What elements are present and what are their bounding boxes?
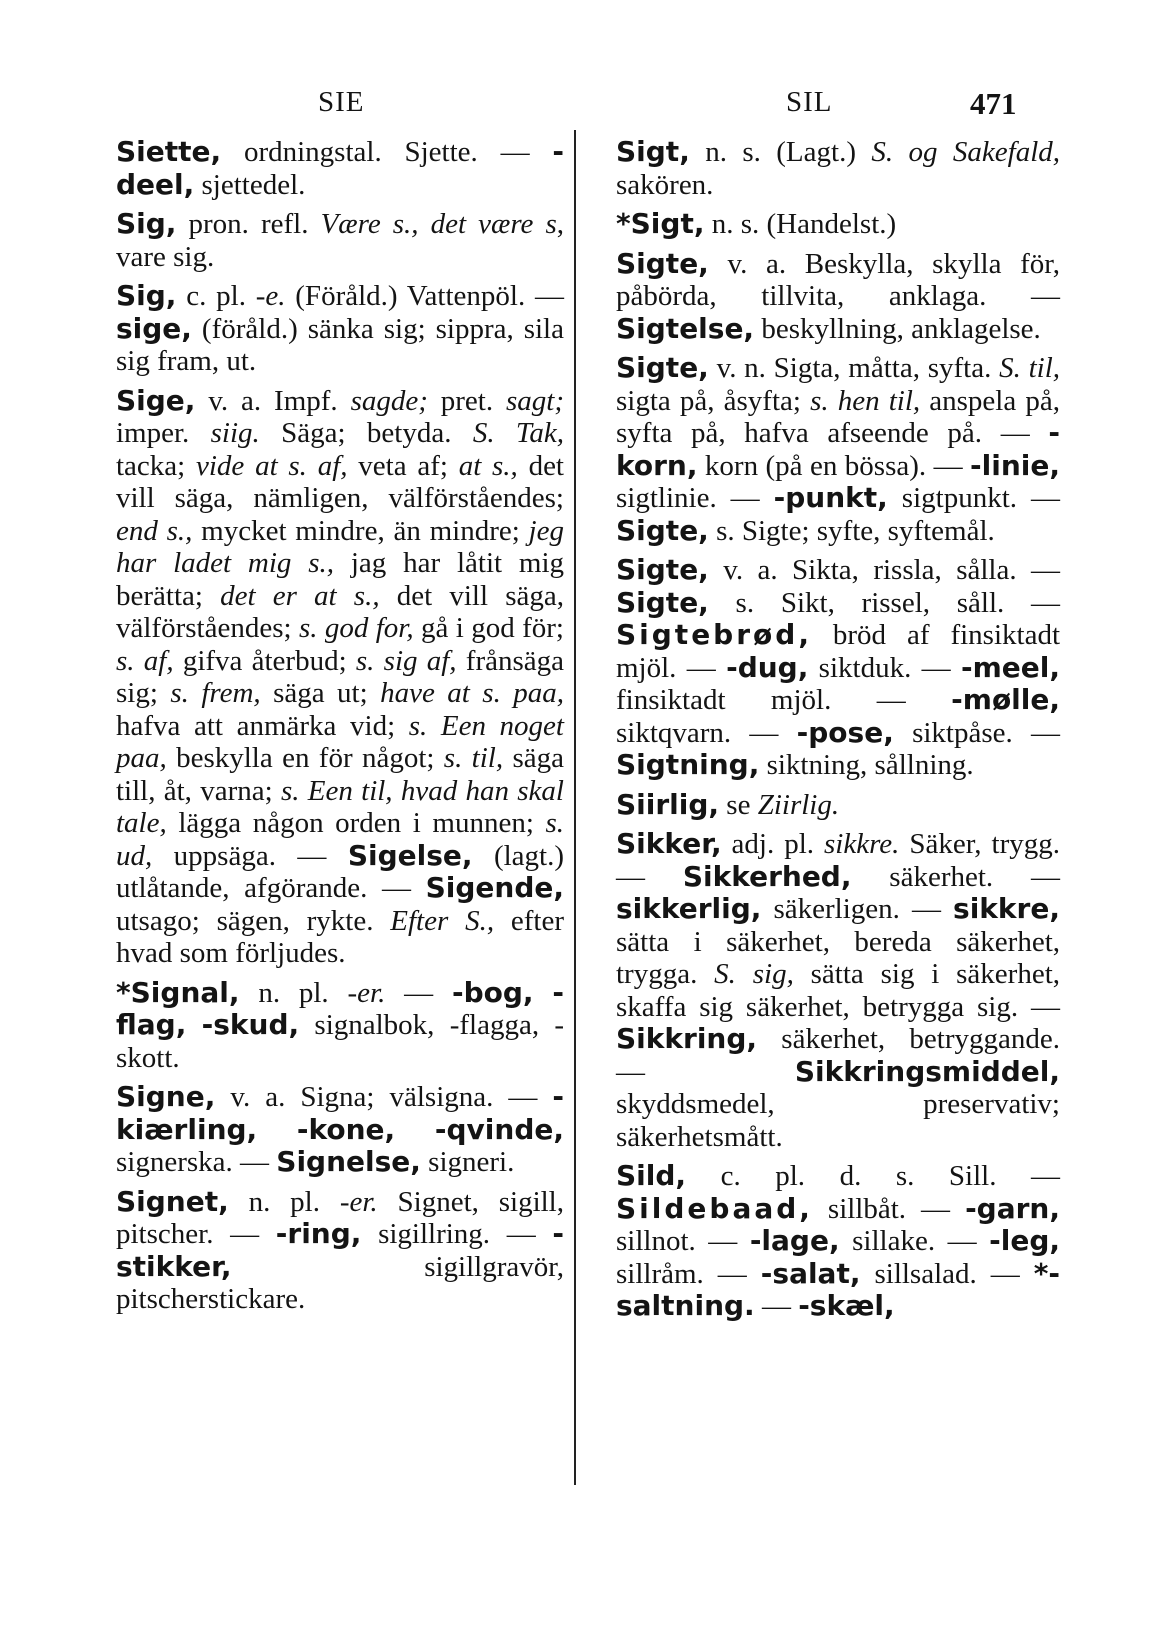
headword: Sigte, [616, 585, 709, 619]
headword: -garn, [965, 1191, 1060, 1225]
headword: -deel, [116, 135, 564, 201]
definition-text: siktqvarn. — [616, 716, 797, 749]
definition-text: gifva återbud; [173, 644, 356, 677]
definition-text: sillråm. — [616, 1257, 761, 1290]
headword: -bog, [451, 975, 534, 1009]
definition-text: sillsalad. — [860, 1257, 1034, 1290]
italic-text: Være s., det være s [320, 208, 557, 240]
italic-text: s. af, [116, 644, 174, 677]
headword: Sikker, [616, 827, 722, 860]
headword: Signet, [116, 1184, 229, 1218]
definition-text: , vare sig. [116, 208, 565, 273]
headword: Sild, [616, 1159, 687, 1192]
headword: Sig, [116, 279, 177, 312]
definition-text: bröd af finsiktadt mjöl. — [616, 619, 1060, 684]
italic-text: have at s. paa, [380, 677, 564, 709]
definition-text: imper. [116, 417, 211, 449]
definition-text: säkerhet. — [851, 860, 1060, 893]
dictionary-entry [594, 208, 1060, 241]
dictionary-entry [94, 136, 564, 201]
headword: Sigt, [616, 135, 690, 168]
definition-text: siktning, sållning. [759, 749, 974, 781]
definition-text: signerska. — [116, 1146, 277, 1178]
definition-text: v. a. Beskylla, skylla för, påbörda, tillvita, anklaga. — [616, 247, 1060, 312]
italic-text: s. Een til, hvad han skal tale, [116, 774, 564, 839]
definition-text: det vill säga, välförståendes; [116, 579, 564, 644]
definition-text: beskyllning, anklagelse. [754, 312, 1041, 345]
left-column [94, 136, 564, 1323]
definition-text: tacka; [116, 449, 196, 482]
headword: Sigende, [425, 871, 564, 904]
definition-text: s. Sikt, rissel, såll. — [708, 586, 1060, 619]
headword: Sigte, [616, 246, 709, 280]
headword: Siirlig, [616, 787, 720, 821]
definition-text: sigillgravör, pitscherstickare. [116, 1250, 564, 1315]
dictionary-entry [94, 1186, 564, 1316]
headword: -korn, [616, 416, 1060, 482]
dictionary-entry [94, 280, 564, 378]
definition-text: signeri. [420, 1146, 515, 1178]
headword: Sigte, [616, 553, 709, 586]
italic-text: sagt; [505, 384, 564, 417]
headword: Sig, [116, 207, 177, 240]
italic-text: S. Tak, [472, 417, 564, 449]
definition-text: korn (på en bössa). — [697, 449, 971, 482]
italic-text: end s., [116, 514, 193, 547]
headword: Sigtebrød, [616, 618, 812, 651]
definition-text: sjettedel. [194, 168, 306, 201]
definition-text [395, 1114, 435, 1146]
italic-text: s. Een noget paa, [116, 709, 564, 774]
headword: *-saltning. [616, 1256, 1061, 1322]
italic-text: s. hen til, [810, 384, 921, 417]
italic-text: er. [349, 1185, 378, 1218]
definition-text: c. pl. d. s. Sill. — [686, 1160, 1060, 1192]
headword: Sikkringsmiddel, [794, 1054, 1060, 1088]
dictionary-entry [94, 208, 564, 273]
definition-text: signalbok, -flagga, -skott. [116, 1009, 565, 1074]
italic-text: s. god for, [298, 612, 414, 644]
headword: -punkt, [773, 481, 888, 514]
definition-text [186, 1009, 201, 1041]
definition-text: veta af; [347, 449, 459, 482]
definition-text: s. Sigte; syfte, syftemål. [708, 514, 995, 547]
definition-text [257, 1114, 297, 1146]
definition-text: Säga; betyda. [259, 417, 473, 449]
definition-text: mycket mindre, än mindre; [192, 514, 529, 547]
definition-text: (Föråld.) Vattenpöl. — [285, 280, 564, 312]
definition-text: säkerhet, betryggande. — [616, 1023, 1060, 1088]
italic-text: S. sig, [714, 958, 794, 990]
headword: sikkerlig, [616, 892, 762, 925]
headword: Signe, [116, 1080, 216, 1113]
header-left-guideword: SIE [318, 86, 365, 118]
definition-text: skyddsmedel, preservativ; säkerhetsmått. [616, 1088, 1060, 1153]
italic-text: jeg har ladet mig s., [116, 514, 564, 579]
definition-text: Signet, sigill, pitscher. — [116, 1185, 564, 1250]
definition-text: sätta i säkerhet, bereda säkerhet, trygga. [616, 925, 1060, 990]
dictionary-entry [594, 136, 1060, 201]
headword: -linie, [970, 448, 1060, 482]
italic-text: er. [357, 976, 386, 1009]
headword: -skud, [201, 1008, 300, 1041]
headword: Signelse, [276, 1145, 421, 1178]
definition-text: n. s. (Lagt.) [689, 136, 872, 168]
headword: -lage, [749, 1224, 840, 1257]
definition-text: finsiktadt mjöl. — [616, 684, 952, 716]
definition-text: hafva att anmärka vid; [116, 709, 409, 742]
headword: Siette, [116, 135, 222, 168]
definition-text: se [719, 788, 758, 821]
italic-text: sagde; [350, 384, 428, 417]
definition-text: n. pl. - [228, 1185, 350, 1218]
headword: Sigte, [616, 513, 709, 547]
headword: -pose, [796, 715, 894, 749]
headword: sige, [116, 311, 192, 345]
headword: -kiærling, [116, 1080, 564, 1146]
dictionary-entry [94, 1081, 564, 1179]
definition-text: efter hvad som förljudes. [116, 904, 564, 969]
dictionary-entry [94, 977, 564, 1075]
definition-text: anspela på, syfta på, hafva afseende på. — [616, 384, 1060, 449]
definition-text: pron. refl. [176, 208, 321, 240]
definition-text: beskylla en för något; [166, 742, 444, 774]
headword: sikkre, [953, 892, 1060, 925]
headword: Sigte, [616, 351, 709, 384]
headword: -meel, [960, 650, 1060, 684]
dictionary-entry [594, 789, 1060, 822]
definition-text: siktpåse. — [893, 716, 1060, 749]
italic-text: s. til, [443, 742, 504, 774]
definition-text: säkerligen. — [761, 893, 954, 925]
headword: Sigtelse, [616, 311, 755, 345]
definition-text: — [385, 976, 452, 1009]
headword: -kone, [296, 1112, 396, 1146]
headword: -stikker, [116, 1217, 565, 1283]
italic-text: S. og Sakefald, [871, 136, 1061, 168]
page-header [0, 86, 1152, 136]
headword: Sigelse, [347, 838, 473, 872]
dictionary-entry [594, 1160, 1060, 1323]
definition-text: säga till, åt, varna; [116, 742, 564, 807]
italic-text: siig. [210, 417, 260, 449]
definition-text: ordningstal. Sjette. — [221, 136, 553, 168]
definition-text: gå i god för; [413, 612, 564, 644]
definition-text: — [754, 1290, 799, 1322]
headword: -salat, [760, 1256, 861, 1290]
definition-text: sillnot. — [616, 1225, 750, 1257]
italic-text: s. frem, [170, 677, 261, 709]
definition-text: adj. pl. [721, 828, 825, 860]
italic-text: vide at s. af, [196, 449, 348, 482]
definition-text: sigtpunkt. — [887, 482, 1060, 514]
headword: -flag, [116, 975, 565, 1041]
headword: Sikkring, [616, 1022, 758, 1055]
italic-text: sikkre. [824, 828, 900, 860]
definition-text: utsago; sägen, rykte. [116, 904, 391, 937]
right-column [594, 136, 1060, 1330]
headword: Sikkerhed, [682, 859, 852, 893]
definition-text: sillake. — [839, 1225, 990, 1257]
header-right-guideword: SIL [786, 86, 833, 118]
headword: -dug, [726, 650, 809, 684]
definition-text: sätta sig i säkerhet, skaffa sig säkerhet, betrygga sig. — [616, 958, 1060, 1023]
definition-text: (föråld.) sänka sig; sippra, sila sig fram, ut. [116, 312, 564, 377]
dictionary-entry [594, 352, 1060, 547]
definition-text: c. pl. - [176, 280, 266, 312]
headword: Sigtning, [616, 748, 760, 781]
definition-text: sakören. [616, 168, 714, 201]
definition-text: frånsäga sig; [116, 644, 564, 709]
definition-text: v. a. Impf. [195, 384, 351, 417]
headword: Sige, [116, 383, 196, 417]
italic-text: e. [265, 280, 286, 312]
definition-text: pret. [427, 384, 506, 417]
headword: -qvinde, [434, 1112, 565, 1146]
headword: *Sigt, [616, 207, 705, 240]
definition-text: uppsäga. — [152, 839, 348, 872]
page-number: 471 [970, 86, 1017, 121]
definition-text: lägga någon orden i munnen; [166, 807, 546, 839]
italic-text: at s., [458, 449, 518, 482]
definition-text: det vill säga, nämligen, välförståendes; [116, 449, 564, 514]
definition-text: sigtlinie. — [616, 482, 774, 514]
italic-text: s. sig af, [355, 644, 457, 677]
definition-text: v. a. Sikta, rissla, sålla. — [708, 554, 1060, 586]
definition-text: siktduk. — [808, 651, 961, 684]
definition-text: jag har låtit mig berätta; [116, 547, 564, 612]
definition-text: sigillring. — [361, 1218, 553, 1250]
italic-text: S. til, [999, 352, 1060, 384]
italic-text: Ziirlig. [757, 788, 840, 821]
column-divider [574, 130, 576, 1485]
headword: Sildebaad, [616, 1191, 813, 1225]
definition-text [534, 977, 553, 1009]
definition-text: n. s. (Handelst.) [704, 208, 897, 240]
headword: -mølle, [951, 683, 1060, 716]
dictionary-entry [594, 828, 1060, 1153]
italic-text: det er at s., [220, 579, 380, 612]
definition-text: säga ut; [260, 677, 381, 709]
headword: -ring, [275, 1217, 362, 1250]
definition-text: Säker, trygg. — [616, 828, 1060, 893]
headword: -leg, [989, 1224, 1061, 1257]
headword: *Signal, [116, 975, 240, 1009]
definition-text: n. pl. - [239, 976, 358, 1009]
definition-text: (lagt.) utlåtande, afgörande. — [116, 839, 564, 904]
definition-text: v. a. Signa; välsigna. — [215, 1081, 553, 1113]
italic-text: s. ud, [116, 807, 564, 872]
dictionary-entry [594, 554, 1060, 782]
headword: -skæl, [798, 1289, 895, 1322]
definition-text: v. n. Sigta, måtta, syfta. [708, 352, 1000, 384]
dictionary-entry [94, 385, 564, 970]
definition-text: sillbåt. — [812, 1192, 966, 1225]
italic-text: Efter S., [390, 904, 495, 937]
dictionary-entry [594, 248, 1060, 346]
definition-text: sigta på, åsyfta; [616, 384, 811, 417]
